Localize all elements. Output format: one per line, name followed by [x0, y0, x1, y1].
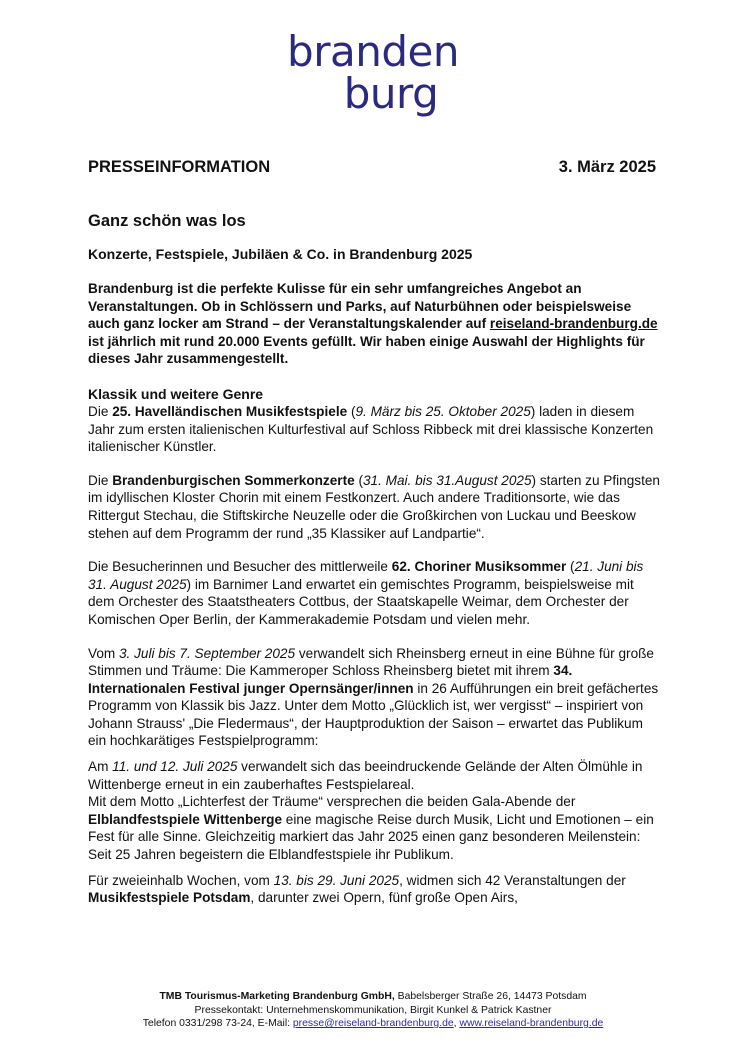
article-body [88, 280, 660, 907]
document-date: 3. März 2025 [558, 158, 656, 176]
page-footer [0, 990, 746, 1031]
footer-contact-line: Pressekontakt: Unternehmenskommunikation, Birgit Kunkel & Patrick Kastner [194, 1004, 552, 1016]
logo-line-1: branden [287, 27, 459, 76]
event-name: Brandenburgischen Sommerkonzerte [112, 472, 355, 488]
document-type: PRESSEINFORMATION [88, 158, 271, 176]
event-dates: 21. Juni bis 31. August 2025 [88, 559, 644, 592]
event-name: 62. Choriner Musiksommer [391, 559, 567, 575]
paragraph-wittenberge: Am 11. und 12. Juli 2025 verwandelt sich das beeindruckende Gelände der Alten Ölmühle in Wittenberge erneut in ein zauberhaftes Festspielareal. Mit dem Motto „Lichterfest der Träume“ versprechen die beiden Gala-Abende der Elblandfestspiele Wittenberge eine magische Reise durch Musik, Licht und Emotionen – ein Fest für alle Sinne. Gleichzeitig markiert das Jahr 2025 einen ganz besonderen Meilenstein: Seit 25 Jahren begeistern die Elblandfestspiele ihr Publikum. [88, 759, 654, 863]
calendar-link[interactable]: reiseland-brandenburg.de [489, 316, 658, 332]
paragraph-chorin: Die Besucherinnen und Besucher des mittlerweile 62. Choriner Musiksommer (21. Juni bis 31. August 2025) im Barnimer Land erwartet ein gemischtes Programm, beispielsweise mit dem Orchester des Staatstheaters Cottbus, der Staatskapelle Weimar, dem Orchester der Komischen Oper Berlin, der Kammerakademie Potsdam und vielen mehr. [88, 559, 644, 627]
event-name: Musikfestspiele Potsdam [88, 890, 251, 906]
paragraph-sommerkonzerte: Die Brandenburgischen Sommerkonzerte (31. Mai. bis 31.August 2025) starten zu Pfingsten im idyllischen Kloster Chorin mit einem Festkonzert. Auch andere Traditionsorte, wie das Rittergut Stechau, die Stiftskirche Neuzelle oder die Großkirchen von Luckau und Beeskow stehen auf dem Programm der rund „35 Klassiker auf Landpartie“. [88, 472, 660, 541]
paragraph-potsdam: Für zweieinhalb Wochen, vom 13. bis 29. Juni 2025, widmen sich 42 Veranstaltungen der Musikfestspiele Potsdam, darunter zwei Opern, fünf große Open Airs, [88, 872, 626, 906]
event-name: 25. Havelländischen Musikfestspiele [112, 403, 348, 419]
logo-line-2: burg [343, 69, 439, 118]
website-link[interactable]: www.reiseland-brandenburg.de [459, 1018, 604, 1030]
footer-phone-line: Telefon 0331/298 73-24, E-Mail: presse@reiseland-brandenburg.de, www.reiseland-brandenburg.de [142, 1018, 604, 1030]
event-dates: 13. bis 29. Juni 2025 [273, 872, 400, 888]
event-dates: 3. Juli bis 7. September 2025 [118, 645, 296, 661]
lead-text-1: Brandenburg ist die perfekte Kulisse für ein sehr umfangreiches Angebot an Veranstaltungen. Ob in Schlössern und Parks, auf Naturbühnen oder beispielsweise auch ganz locker am Strand – der Veranstaltungskalender auf [88, 281, 632, 332]
lead-text-2: ist jährlich mit rund 20.000 Events gefüllt. Wir haben einige Auswahl der Highlights für dieses Jahr zusammengestellt. [88, 333, 645, 367]
event-dates: 31. Mai. bis 31.August 2025 [362, 472, 532, 488]
header-row [88, 158, 656, 177]
page-subtitle: Konzerte, Festspiele, Jubiläen & Co. in Brandenburg 2025 [88, 246, 473, 262]
footer-address-line: TMB Tourismus-Marketing Brandenburg GmbH, Babelsberger Straße 26, 14473 Potsdam [159, 991, 587, 1002]
page-title: Ganz schön was los [88, 212, 246, 230]
company-name: TMB Tourismus-Marketing Brandenburg GmbH, [159, 991, 395, 1002]
event-name: Elblandfestspiele Wittenberge [88, 811, 283, 827]
event-dates: 9. März bis 25. Oktober 2025 [355, 403, 531, 419]
event-name: 34. Internationalen Festival junger Opernsänger/innen [88, 663, 573, 696]
section-heading: Klassik und weitere Genre [88, 385, 264, 402]
brandenburg-logo [0, 27, 746, 118]
lead-paragraph [88, 280, 660, 368]
paragraph-rheinsberg: Vom 3. Juli bis 7. September 2025 verwandelt sich Rheinsberg erneut in eine Bühne für große Stimmen und Träume: Die Kammeroper Schloss Rheinsberg bietet mit ihrem 34. Internationalen Festival junger Opernsänger/innen in 26 Aufführungen ein breit gefächertes Programm von Klassik bis Jazz. Unter dem Motto „Glücklich ist, wer vergisst“ – inspiriert von Johann Strauss' „Die Fledermaus“, der Hauptproduktion der Saison – erwartet das Publikum ein hochkarätiges Festspielprogramm: [88, 645, 659, 749]
email-link[interactable]: presse@reiseland-brandenburg.de [292, 1018, 454, 1030]
event-dates: 11. und 12. Juli 2025 [112, 759, 238, 775]
paragraph-havelland: Die 25. Havelländischen Musikfestspiele (9. März bis 25. Oktober 2025) laden in diesem Jahr zum ersten italienischen Kulturfestival auf Schloss Ribbeck mit drei klassische Konzerten italienischer Künstler. [88, 403, 654, 455]
